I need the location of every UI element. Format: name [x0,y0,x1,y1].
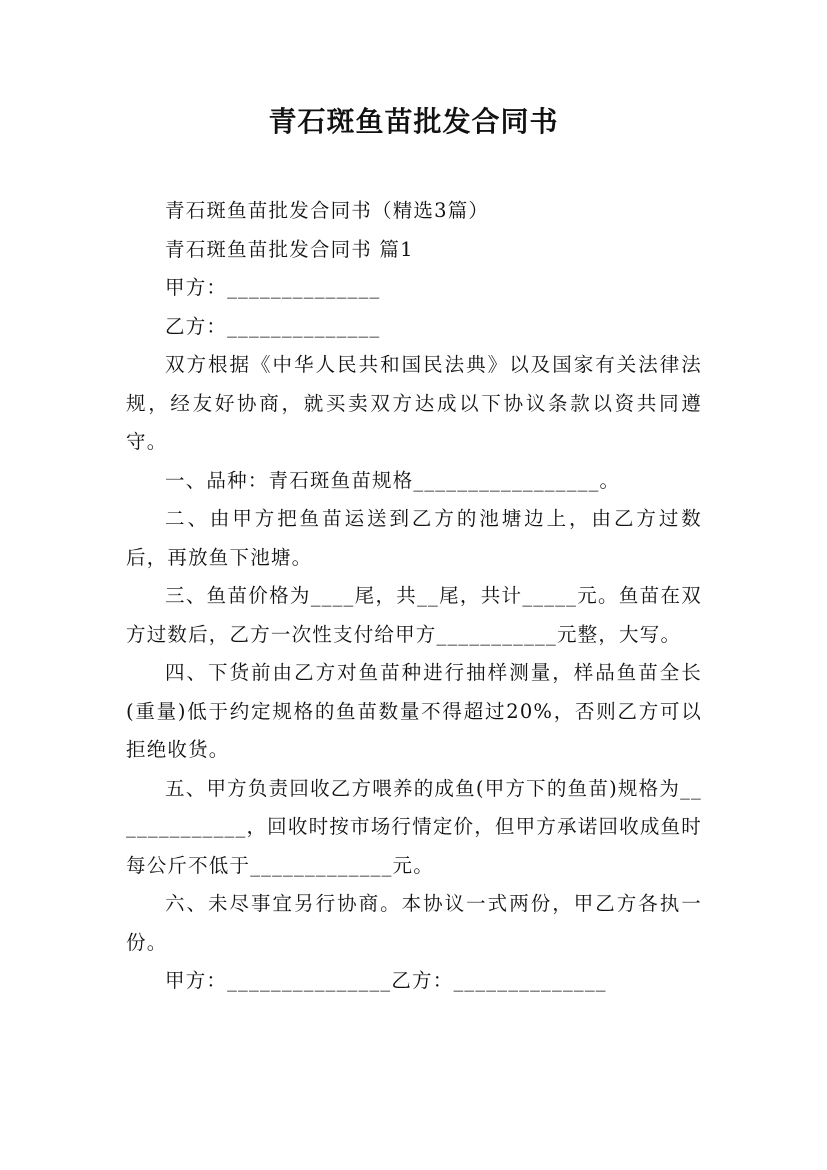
document-title: 青石斑鱼苗批发合同书 [268,105,559,138]
paragraph-clause-5: 五、甲方负责回收乙方喂养的成鱼(甲方下的鱼苗)规格为_____________，回收时按市场行情定价，但甲方承诺回收成鱼时每公斤不低于_____________元。 [126,776,702,877]
paragraph-party-a: 甲方：______________ [165,276,381,299]
paragraph-preamble: 双方根据《中华人民共和国民法典》以及国家有关法律法规，经友好协商，就买卖双方达成以下协议条款以资共同遵守。 [126,353,702,453]
paragraph-signatures: 甲方：_______________乙方：______________ [165,969,607,992]
paragraph-clause-2: 二、由甲方把鱼苗运送到乙方的池塘边上，由乙方过数后，再放鱼下池塘。 [126,507,702,569]
paragraph-section-heading: 青石斑鱼苗批发合同书 篇1 [165,237,414,261]
paragraph-clause-1: 一、品种：青石斑鱼苗规格_________________。 [165,468,621,492]
paragraph-clause-4: 四、下货前由乙方对鱼苗种进行抽样测量，样品鱼苗全长(重量)低于约定规格的鱼苗数量不得超过20%，否则乙方可以拒绝收货。 [126,661,702,761]
paragraph-clause-6: 六、未尽事宜另行协商。本协议一式两份，甲乙方各执一份。 [126,892,702,954]
paragraph-clause-3: 三、鱼苗价格为____尾，共__尾，共计_____元。鱼苗在双方过数后，乙方一次性支付给甲方___________元整，大写。 [126,584,702,646]
document-body [126,192,702,1001]
paragraph-party-b: 乙方：______________ [165,314,381,338]
paragraph-collection-heading: 青石斑鱼苗批发合同书（精选3篇） [165,199,490,222]
